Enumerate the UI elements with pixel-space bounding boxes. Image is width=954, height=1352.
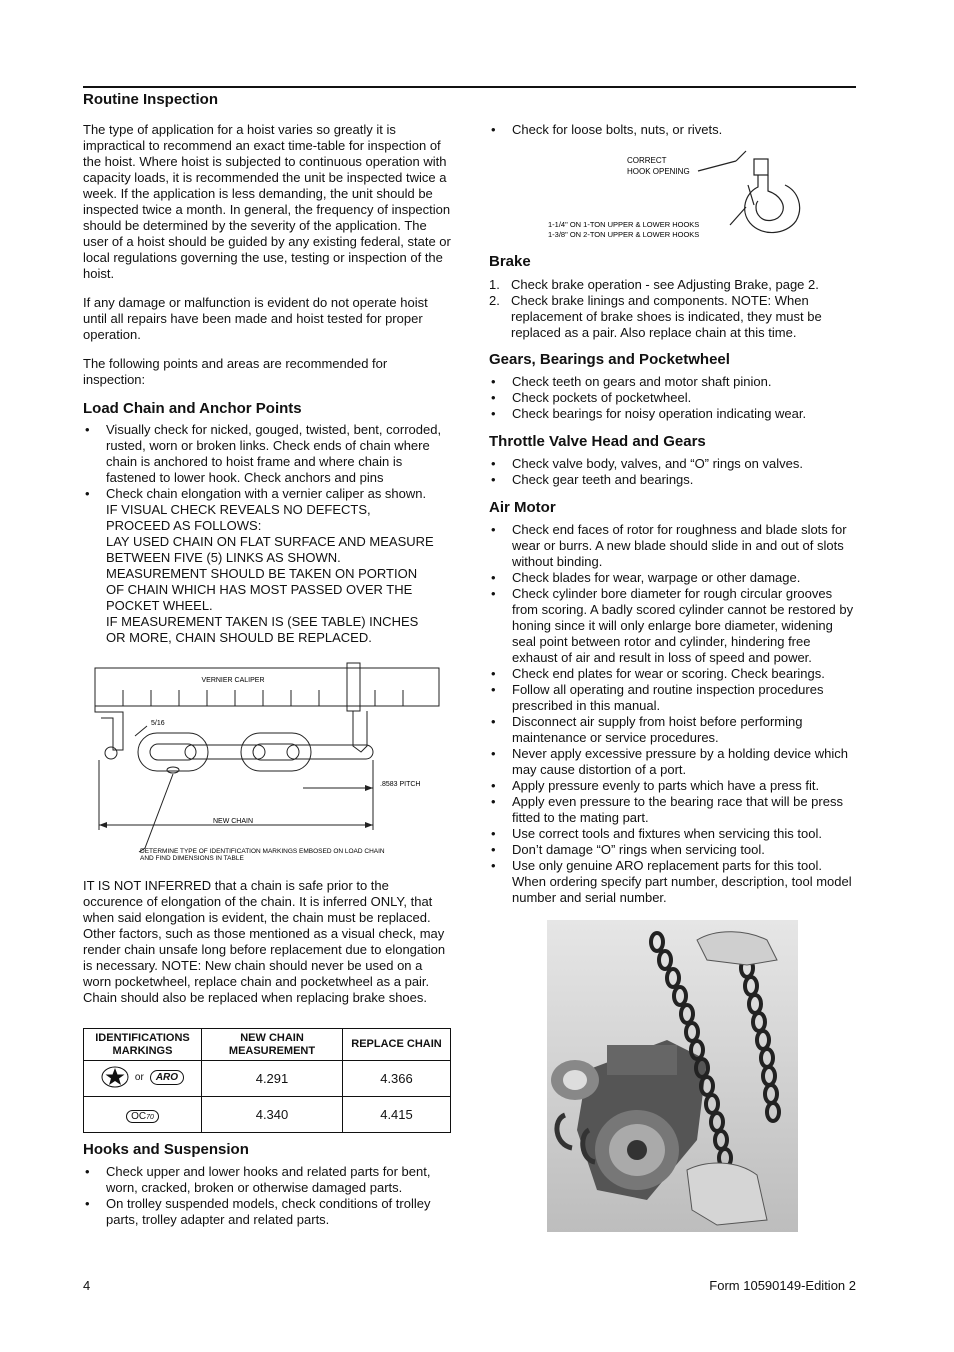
chain-size-label: 5/16 [151, 720, 165, 727]
new-chain-cell: 4.291 [202, 1061, 343, 1097]
list-item: • Check chain elongation with a vernier caliper as shown. IF VISUAL CHECK REVEALS NO DEFECTS, PROCEED AS FOLLOWS: LAY USED CHAIN ON FLAT SURFACE AND MEASURE BETWEEN FIVE (5) LINKS AS SHOWN. MEASUREMENT SHOULD BE TAKEN ON PORTION OF CHAIN WHICH HAS MOST PASSED OVER THE POCKET WHEEL. IF MEASUREMENT TAKEN IS (SEE TABLE) INCHES OR MORE, CHAIN SHOULD BE REPLACED. [83, 486, 451, 646]
list-item: • Check upper and lower hooks and related parts for bent, worn, cracked, broken or otherwise damaged parts. [83, 1164, 451, 1196]
form-number: Form 10590149-Edition 2 [709, 1278, 856, 1293]
heading-gears: Gears, Bearings and Pocketwheel [489, 351, 730, 368]
list-item: • Never apply excessive pressure by a holding device which may cause distortion of a port. [489, 746, 857, 778]
replace-chain-cell: 4.366 [343, 1061, 451, 1097]
load-chain-list [83, 422, 451, 646]
list-item: • On trolley suspended models, check conditions of trolley parts, trolley adapter and related parts. [83, 1196, 451, 1228]
table-row [84, 1097, 451, 1133]
pitch-label: .8583 PITCH [380, 781, 421, 788]
list-item: • Apply pressure evenly to parts which have a press fit. [489, 778, 857, 794]
heading-routine-inspection: Routine Inspection [83, 91, 218, 108]
list-item: • Check blades for wear, warpage or other damage. [489, 570, 857, 586]
list-item: 2. Check brake linings and components. NOTE: When replacement of brake shoes is indicated, they must be replaced as a pair. Also replace chain at this time. [489, 293, 822, 340]
list-item: • Use only genuine ARO replacement parts for this tool. When ordering specify part number, description, tool model number and serial number. [489, 858, 857, 906]
list-item: • Check valve body, valves, and “O” rings on valves. [489, 456, 857, 472]
brake-list [489, 277, 857, 341]
list-item: • Check end faces of rotor for roughness and blade slots for wear or burrs. A new blade should slide in and out of slots without binding. [489, 522, 857, 570]
routine-paragraph-2: If any damage or malfunction is evident do not operate hoist until all repairs have been made and hoist tested for proper operation. [83, 295, 428, 342]
hooks-list [83, 1164, 451, 1228]
star-icon [101, 1066, 129, 1088]
table-header: IDENTIFICATIONS MARKINGS [84, 1029, 202, 1061]
top-rule [83, 86, 856, 88]
correct-label: CORRECT [627, 156, 667, 165]
list-item: • Check bearings for noisy operation indicating wear. [489, 406, 857, 422]
heading-brake: Brake [489, 253, 531, 270]
list-item: • Disconnect air supply from hoist before performing maintenance or service procedures. [489, 714, 857, 746]
table-header: REPLACE CHAIN [343, 1029, 451, 1061]
heading-air-motor: Air Motor [489, 499, 556, 516]
list-item: • Visually check for nicked, gouged, twisted, bent, corroded, rusted, worn or broken links. Check ends of chain where chain is anchored to hoist frame and where chain is fastened to lower hook. Check anchors and pins [83, 422, 451, 486]
list-item: • Check for loose bolts, nuts, or rivets. [489, 122, 857, 138]
air-motor-list [489, 522, 857, 906]
hook-dimension-line1: 1-1/4" ON 1-TON UPPER & LOWER HOOKS [548, 220, 700, 229]
new-chain-cell: 4.340 [202, 1097, 343, 1133]
list-item: • Don’t damage “O” rings when servicing tool. [489, 842, 857, 858]
markings-cell [84, 1097, 202, 1133]
heading-load-chain: Load Chain and Anchor Points [83, 400, 302, 417]
table-header: NEW CHAIN MEASUREMENT [202, 1029, 343, 1061]
hook-opening-figure [540, 145, 810, 245]
list-item: • Check end plates for wear or scoring. Check bearings. [489, 666, 857, 682]
hoist-chain-photo [547, 920, 798, 1232]
bolts-list [489, 122, 857, 138]
heading-throttle: Throttle Valve Head and Gears [489, 433, 706, 450]
hook-opening-label: HOOK OPENING [627, 167, 690, 176]
new-chain-label: NEW CHAIN [212, 818, 254, 825]
gears-list [489, 374, 857, 422]
vernier-caliper-figure [83, 660, 453, 865]
routine-paragraph-1: The type of application for a hoist varies so greatly it is impractical to recommend an exact time-table for inspection of the hoist. Where hoist is subjected to continuous operation with capacity loads, it is recommended the unit be inspected twice a week. If the application is less demanding, the unit should be inspected twice a month. In general, the frequency of inspection should be determined by the severity of the application. The user of a hoist should be guided by any existing federal, state or local regulations governing the use, testing or inspection of the hoist. [83, 122, 451, 281]
identification-note-line2: AND FIND DIMENSIONS IN TABLE [140, 855, 244, 862]
list-item: • Check pockets of pocketwheel. [489, 390, 857, 406]
table-row [84, 1061, 451, 1097]
list-item: • Check gear teeth and bearings. [489, 472, 857, 488]
aro-logo: ARO [150, 1070, 184, 1085]
list-item: 1. Check brake operation - see Adjusting Brake, page 2. [489, 277, 819, 292]
not-inferred-paragraph: IT IS NOT INFERRED that a chain is safe prior to the occurence of elongation of the chain. It is inferred ONLY, that when said elongation is evident, the chain must be replaced. Other factors, such as those mentioned as a visual check, may render chain unsafe long before replacement due to elongation is necessary. NOTE: New chain should never be used on a worn pocketwheel, replace chain and pocketwheel as a pair. Chain should also be replaced when replacing brake shoes. [83, 878, 446, 1005]
replace-chain-cell: 4.415 [343, 1097, 451, 1133]
hook-dimension-line2: 1-3/8" ON 2-TON UPPER & LOWER HOOKS [548, 230, 700, 239]
list-item: • Follow all operating and routine inspection procedures prescribed in this manual. [489, 682, 857, 714]
throttle-list [489, 456, 857, 488]
vernier-caliper-label: VERNIER CALIPER [201, 677, 265, 684]
routine-paragraph-3: The following points and areas are recommended for inspection: [83, 356, 388, 387]
chain-measurement-table [83, 1028, 451, 1133]
list-item: • Check cylinder bore diameter for rough circular grooves from scoring. A badly scored cylinder cannot be restored by honing since it will only enlarge bore diameter, widening seal point between rotor and cylinder, hindering free exhaust of air and result in loss of speed and power. [489, 586, 857, 666]
identification-note-line1: DETERMINE TYPE OF IDENTIFICATION MARKINGS EMBOSED ON LOAD CHAIN [140, 848, 385, 855]
list-item: • Check teeth on gears and motor shaft pinion. [489, 374, 857, 390]
list-item: • Use correct tools and fixtures when servicing this tool. [489, 826, 857, 842]
markings-cell: or ARO [84, 1061, 202, 1097]
oc-marking: OC70 [126, 1110, 159, 1123]
list-item: • Apply even pressure to the bearing race that will be press fitted to the mating part. [489, 794, 857, 826]
heading-hooks: Hooks and Suspension [83, 1141, 249, 1158]
page-number: 4 [83, 1278, 91, 1293]
